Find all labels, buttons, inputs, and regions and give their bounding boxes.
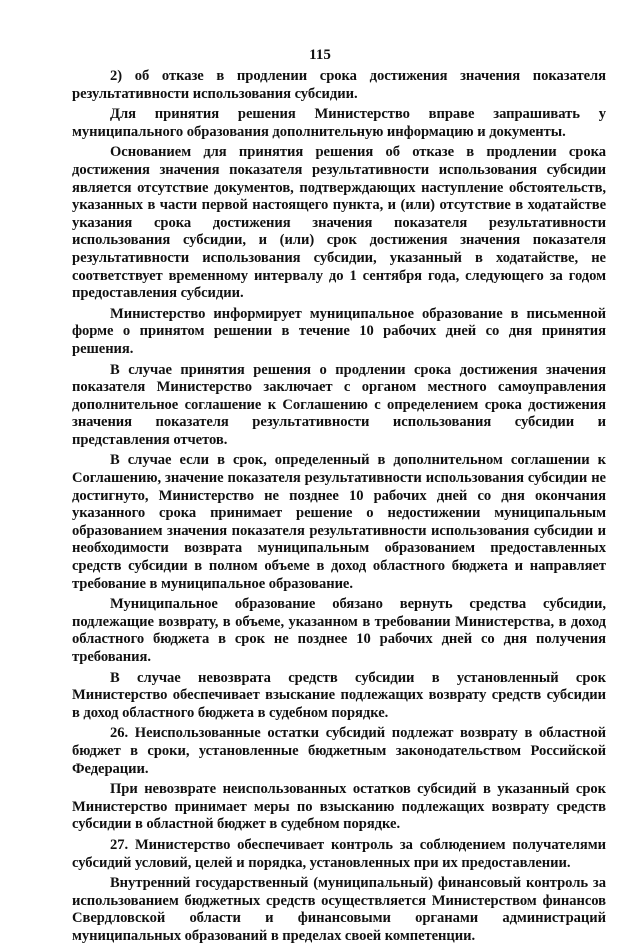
paragraph-notification: Министерство информирует муниципальное образование в письменной форме о принятом решении в течение 10 рабочих дней со дня принятия решения. <box>72 305 606 357</box>
paragraph-unused-balance-recovery: При невозврате неиспользованных остатков субсидий в указанный срок Министерство принимает меры по взысканию подлежащих возврату средств субсидии в областной бюджет в судебном порядке. <box>72 781 606 833</box>
paragraph-court-recovery: В случае невозврата средств субсидии в установленный срок Министерство обеспечивает взыскание подлежащих возврату средств субсидии в доход областного бюджета в судебном порядке. <box>72 669 606 721</box>
paragraph-refusal-grounds: Основанием для принятия решения об отказе в продлении срока достижения значения показателя результативности использования субсидии является отсутствие документов, подтверждающих наступление обстоятельств, указанных в части первой настоящего пункта, и (или) отсутствие в ходатайстве указания срока достижения значения показателя результативности использования субсидии, и (или) срок достижения значения показателя результативности использования субсидии, указанный в ходатайстве, не соответствует временному интервалу до 1 сентября года, следующего за годом предоставления субсидии. <box>72 144 606 302</box>
page-number: 115 <box>309 47 331 63</box>
paragraph-additional-agreement: В случае принятия решения о продлении срока достижения значения показателя Министерство заключает с органом местного самоуправления дополнительное соглашение к Соглашению с определением срока достижения значения показателя результативности использования субсидии и представления отчетов. <box>72 361 606 448</box>
paragraph-request-info: Для принятия решения Министерство вправе запрашивать у муниципального образования дополнительную информацию и документы. <box>72 106 606 140</box>
paragraph-return-obligation: Муниципальное образование обязано вернуть средства субсидии, подлежащие возврату, в объеме, указанном в требовании Министерства, в доход областного бюджета в срок не позднее 10 рабочих дней со дня получения требования. <box>72 596 606 665</box>
paragraph-non-achievement: В случае если в срок, определенный в дополнительном соглашении к Соглашению, значение показателя результативности использования субсидии не достигнуто, Министерство не позднее 10 рабочих дней со дня окончания указанного срока принимает решение о недостижении муниципальным образованием значения показателя результативности использования субсидии и необходимости возврата муниципальным образованием предоставленных средств субсидии в полном объеме в доход областного бюджета и направляет требование в муниципальное образование. <box>72 452 606 592</box>
paragraph-financial-control: Внутренний государственный (муниципальный) финансовый контроль за использованием бюджетных средств осуществляется Министерством финансов Свердловской области и финансовыми органами администраций муниципальных образований в пределах своей компетенции. <box>72 875 606 944</box>
paragraph-refusal-item: 2) об отказе в продлении срока достижения значения показателя результативности использования субсидии. <box>72 68 606 102</box>
document-body <box>72 68 606 949</box>
paragraph-item-27: 27. Министерство обеспечивает контроль за соблюдением получателями субсидий условий, целей и порядка, установленных при их предоставлении. <box>72 836 606 871</box>
paragraph-item-26: 26. Неиспользованные остатки субсидий подлежат возврату в областной бюджет в сроки, установленные бюджетным законодательством Российской Федерации. <box>72 725 606 777</box>
